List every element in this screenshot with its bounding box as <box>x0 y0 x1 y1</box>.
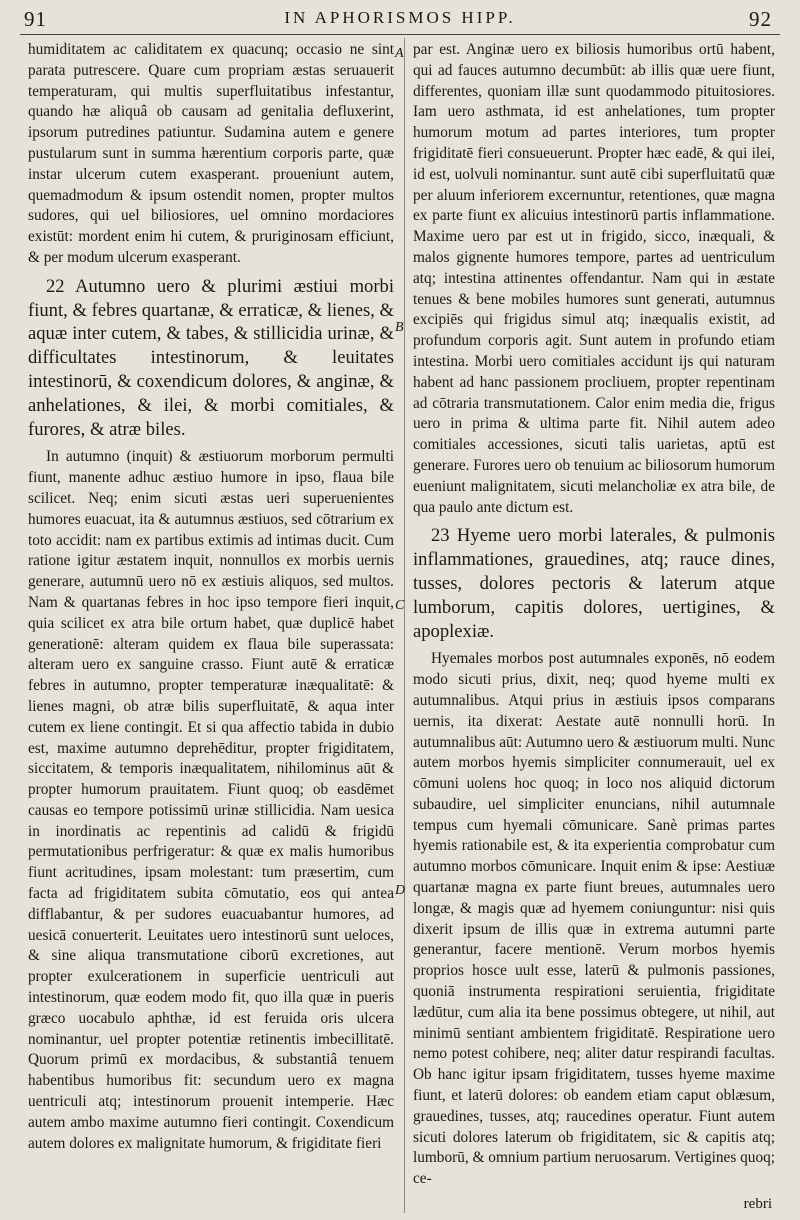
catchword: rebri <box>743 1196 772 1212</box>
aphorism-22: 22 Autumno uero & plurimi æstiui morbi fiunt, & febres quartanæ, & erraticæ, & lienes, & aquæ inter cutem, & tabes, & stillicidia urinæ, & difficultates intestinorum, & leuitates intestinorū, & coxendicum dolores, & anginæ, & anhelationes, & ilei, & morbi comitiales, & furores, & atræ biles. <box>28 275 394 440</box>
column-divider <box>404 38 405 1213</box>
margin-letter-d: D <box>395 883 406 898</box>
right-column <box>413 40 775 1190</box>
aphorism-23: 23 Hyeme uero morbi laterales, & pulmonis inflammationes, grauedines, atq; rauce dines, tusses, dolores pectoris & laterum atque lumborum, capitis dolores, uertigines, & apoplexiæ. <box>413 525 775 642</box>
commentary-paragraph: Hyemales morbos post autumnales exponēs, nō eodem modo sicuti prius, dixit, neq; quod hyeme multi ex autumnalibus. Atqui prius in æstiuis ipsos comparans uernis, ita dixerat: Aestate autē nonnulli horū. In autumnalibus aūt: Autumno uero & æstiuorum multi. Nunc autem morbos hyemis simpliciter connumerauit, uel ex cōmuni uolens hoc quoq; in loco nos aliquid dictorum subaudire, uel simpliciter enuncians, nihil autumnale tempus cum hyemali cōmunicare. Sanè primas partes hyemis rationabile est, & ita experientia comprobatur cum autumno morbos cōmunicare. Inquit enim & ipse: Aestiuæ quartanæ magna ex parte fiunt breues, autumnales uero longæ, & magis quæ ad hyemem coniunguntur: nisi quis dixerit ipsum de illis quæ in extrema autumni parte generantur, facere mentionē. Verum morbos hyemis proprios hosce uult esse, laterū & pulmonis passiones, quoniā instrumenta respirationi seruientia, frigiditate lædūtur, cum alia ita bene possimus obtegere, ut nihil, aut minimū sentiant ambientem frigiditatē. Respiratione uero nemo potest cohibere, neq; aliter datur respirandi facultas. Ob hanc igitur ipsam frigiditatem, tusses hyeme maxime fiunt, et laterū dolores: ob eandem etiam caput oblæsum, grauedines, tusses, atq; raucedines operatur. Fiunt autem sicuti dolores laterum ob frigiditatem, sic & capitis atq; lumborū, & omnium partium neruosarum. Vertigines quoq; ce- <box>413 650 776 1188</box>
margin-letter-a: A <box>395 46 404 61</box>
commentary-paragraph: humiditatem ac caliditatem ex quacunq; occasio ne sint parata putrescere. Quare cum propriam æstas seruauerit temperaturam, qui multis superfluitatibus infestantur, quando hæ aliquâ ob causam ad genitalia defluxerint, ipsorum putredines patiuntur. Sudamina autem e genere pustularum sunt in summa hærentium corporis parte, quæ instar ulcerum cutem exasperant. proueniunt autem, quemadmodum & ipsum ostendit nomen, propter multos sudores, qui uel biliosiores, uel omnino mordaciores existūt: mordent enim hi cutem, & pruriginosam efficiunt, & per modum ulcerum exasperant. <box>28 41 394 266</box>
commentary-paragraph: In autumno (inquit) & æstiuorum morborum permulti fiunt, manente adhuc æstiuo humore in ipso, flaua bile scilicet. Neq; enim sicuti æstas ueri superuenientes humores euacuat, ita & autumnus æstiuos, sed cōtrarium ex toto accidit: nam ex partibus extimis ad intimas ducit. Cum ratione igitur æstatem inquit, nonnullos ex morbis uernis generare, autumnū uero nō ex æstiuis aliquos, sed multos. Nam & quartanas febres in hoc ipso tempore fieri inquit, quia scilicet ex atra bile ortum habet, quæ duplicē habet generationē: alteram quidem ex flaua bile superassata: alteram uero ex sanguine crasso. Fiunt autē & erraticæ febres in autumno, propter temperaturæ inæqualitatē: & lienes magni, ob atræ bilis superfluitatē, & aqua inter cutem ex liene contingit. Et si qua affectio tabida in dubio est, maxime autumno deprehēditur, propter frigiditatem, siccitatem, & temporis inæqualitatem, nihilominus aūt & propter humorum prauitatem. Fiunt quoq; ob easdēmet causas eo tempore potissimū urinæ stillicidia. Nam uesica in inordinatis ac repentinis ad calidū & frigidū permutationibus perfrigeratur: & quæ ex malis humoribus fiunt acritudines, ipsam molestant: tum præsertim, cum facta ad frigiditatem subita cōmutatio, eos qui antea difflabantur, & per sudores euacuabantur humores, ad uesicā conuerterit. Leuitates uero intestinorū sunt ueloces, & sine aliqua transmutatione ciborū excretiones, aut propter exulcerationem in superficie uentriculi aut intestinorum, quæ eodem modo fit, quo illa quæ in pueris græco uocabulo aphthæ, id est feruida oris ulcera nominantur, uel propter potentiæ retinentis imbecillitatē. Quorum primū ex mordacibus, & substantiâ tenuem habentibus humoribus fit: secundum uero ex magna uentriculi atq; intestinorum prouenit intemperie. Hæc autem ambo maxime autumno fieri contingit. Coxendicum autem dolores ex malignitate humorum, & frigiditate fieri <box>28 448 394 1152</box>
left-column <box>28 40 394 1154</box>
commentary-paragraph: par est. Anginæ uero ex biliosis humoribus ortū habent, qui ad fauces autumno decumbūt: ab illis quæ uere fiunt, differentes, quoniam illæ sunt quodammodo pituitosiores. Iam uero asthmata, id est anhelationes, tum propter humorum motum ad partes interiores, tum propter frigiditatē fieri consueuerunt. Propter hæc eadē, & qui ilei, id est, uolvuli nominantur. sunt autē cibi superfluitatū quæ per aluum inferiorem excernuntur, retentiones, quæ magna ex parte fiunt ex alicuius intestinorū partis inflammatione. Maxime uero par est ut in frigido, sicco, inæquali, & malos gignente humores tempore, partes ad uentriculum atq; intestina attinentes offendantur. Nam qui in æstate tenues & bene mobiles humores sunt generati, autumnus excipiēs qui frigidus simul atq; inæqualis existit, ad profundum corporis agit. Sunt autem in profundo etiam intestina. Morbi uero comitiales accidunt ijs qui naturam habent ad hanc passionem procliuem, propter repentinam ad cōtraria transmutationem. Calor enim media die, frigus uero in prima & ultima parte fit. Nihil autem adeo comitiales accessiones, sicuti talis uarietas, aptū est generare. Furores uero ob tenuium ac biliosorum humorum eueniunt malignitatem, sicuti melancholiæ ex atra bile, de qua paulo ante dictum est. <box>413 41 775 516</box>
page-number-right: 92 <box>749 7 772 31</box>
page-number-left: 91 <box>24 7 47 31</box>
page-header <box>0 0 800 40</box>
margin-letter-c: C <box>395 598 405 613</box>
running-title: IN APHORISMOS HIPP. <box>284 8 516 27</box>
header-rule <box>20 34 780 35</box>
margin-letter-b: B <box>395 320 404 335</box>
